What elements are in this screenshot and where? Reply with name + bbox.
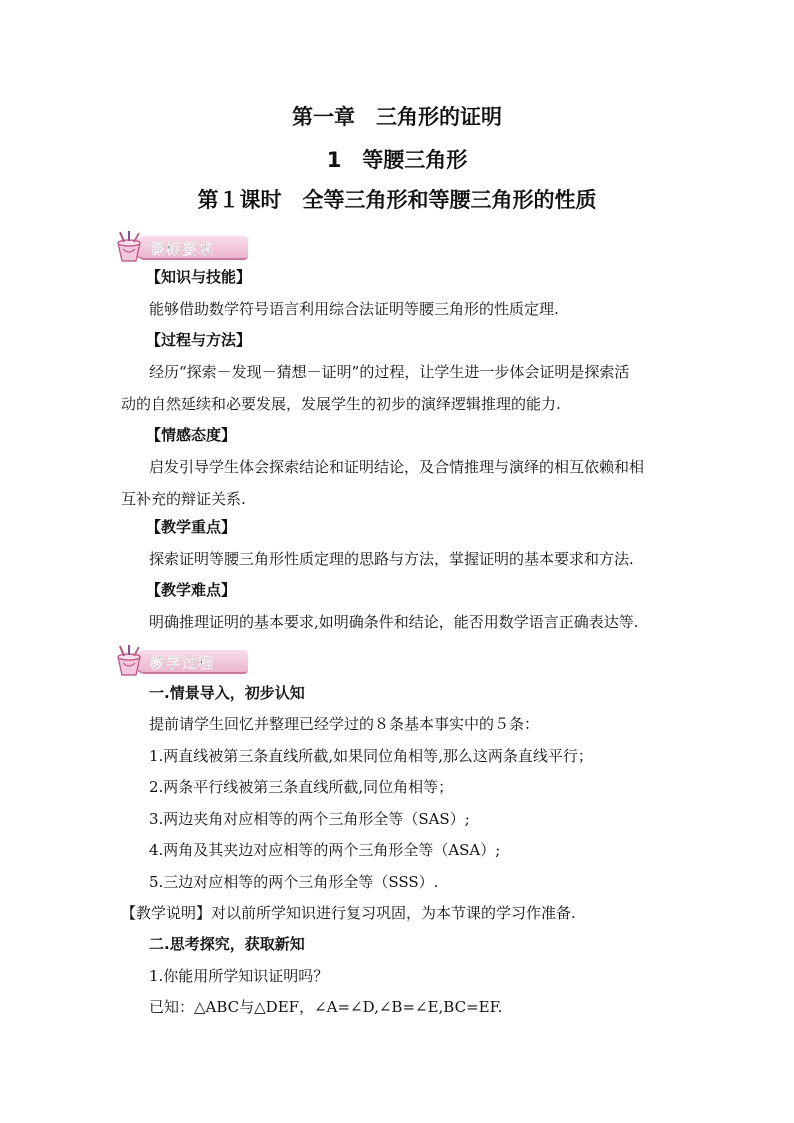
part1-heading: 一.情景导入，初步认知 xyxy=(149,684,305,702)
part2-heading: 二.思考探究，获取新知 xyxy=(149,935,305,953)
section-title: 1 等腰三角形 xyxy=(326,148,468,172)
fact-item: 5.三边对应相等的两个三角形全等（SSS）. xyxy=(149,873,439,891)
part1-intro: 提前请学生回忆并整理已经学过的８条基本事实中的５条： xyxy=(149,715,540,733)
given-text: 已知：△ABC与△DEF，∠A=∠D,∠B=∠E,BC=EF. xyxy=(149,998,503,1016)
knowledge-text: 能够借助数学符号语言利用综合法证明等腰三角形的性质定理. xyxy=(149,300,559,318)
lesson-title: 第１课时 全等三角形和等腰三角形的性质 xyxy=(197,188,597,212)
difficulty-heading: 【教学难点】 xyxy=(146,581,237,599)
chapter-title: 第一章 三角形的证明 xyxy=(292,105,502,129)
standards-badge-label: 课标要求 xyxy=(150,240,215,258)
attitude-text-1: 启发引导学生体会探索结论和证明结论，及合情推理与演绎的相互依赖和相 xyxy=(149,458,645,476)
fact-item: 2.两条平行线被第三条直线所截,同位角相等； xyxy=(149,778,454,796)
process-badge xyxy=(112,645,254,675)
process-badge-label: 教学过程 xyxy=(150,654,215,672)
method-heading: 【过程与方法】 xyxy=(146,331,252,349)
standards-badge xyxy=(112,231,254,261)
knowledge-heading: 【知识与技能】 xyxy=(146,268,252,286)
fact-item: 4.两角及其夹边对应相等的两个三角形全等（ASA）; xyxy=(149,841,501,859)
pencil-cup-icon xyxy=(112,645,146,677)
teaching-note: 【教学说明】对以前所学知识进行复习巩固，为本节课的学习作准备. xyxy=(121,904,576,922)
fact-item: 3.两边夹角对应相等的两个三角形全等（SAS）; xyxy=(149,810,470,828)
difficulty-text: 明确推理证明的基本要求,如明确条件和结论，能否用数学语言正确表达等. xyxy=(149,613,639,631)
attitude-text-2: 互补充的辩证关系. xyxy=(121,490,246,508)
key-heading: 【教学重点】 xyxy=(146,518,237,536)
question-text: 1.你能用所学知识证明吗？ xyxy=(149,967,329,985)
method-text-2: 动的自然延续和必要发展，发展学生的初步的演绎逻辑推理的能力. xyxy=(121,395,561,413)
attitude-heading: 【情感态度】 xyxy=(146,426,237,444)
pencil-cup-icon xyxy=(112,231,146,263)
method-text-1: 经历“探索－发现－猜想－证明”的过程，让学生进一步体会证明是探索活 xyxy=(149,363,630,381)
fact-item: 1.两直线被第三条直线所截,如果同位角相等,那么这两条直线平行； xyxy=(149,747,593,765)
key-text: 探索证明等腰三角形性质定理的思路与方法，掌握证明的基本要求和方法. xyxy=(149,550,634,568)
